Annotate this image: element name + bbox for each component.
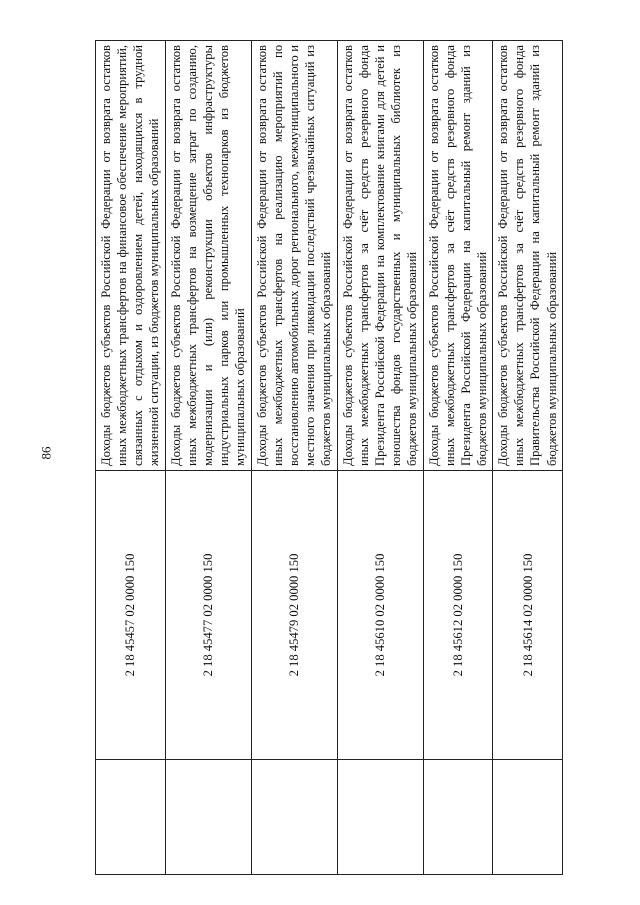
description-cell: Доходы бюджетов субъектов Российской Федерации от возврата остатков иных межбюджетных трансфертов на возмещение затрат по созданию, модернизации и (или) реконструкции объектов инфраструктуры индустриальных парков или промышленных технопарков из бюджетов муниципальных образований <box>165 41 251 471</box>
empty-cell <box>251 760 337 875</box>
code-cell: 2 18 45614 02 0000 150 <box>493 471 563 760</box>
table-row <box>337 41 423 875</box>
empty-cell <box>337 760 423 875</box>
description-cell: Доходы бюджетов субъектов Российской Федерации от возврата остатков иных межбюджетных трансфертов за счёт средств резервного фонда Президента Российской Федерации на капитальный ремонт зданий из бюджетов муниципальных образований <box>423 41 493 471</box>
empty-cell <box>96 760 166 875</box>
table-row <box>165 41 251 875</box>
description-cell: Доходы бюджетов субъектов Российской Федерации от возврата остатков иных межбюджетных трансфертов за счёт средств резервного фонда Президента Российской Федерации на комплектование книгами для детей и юношества фондов государственных и муниципальных библиотек из бюджетов муниципальных образований <box>337 41 423 471</box>
income-codes-table <box>95 40 563 875</box>
description-cell: Доходы бюджетов субъектов Российской Федерации от возврата остатков иных межбюджетных трансфертов на финансовое обеспечение мероприятий, связанных с отдыхом и оздоровлением детей, находящихся в трудной жизненной ситуации, из бюджетов муниципальных образований <box>96 41 166 471</box>
description-cell: Доходы бюджетов субъектов Российской Федерации от возврата остатков иных межбюджетных трансфертов за счёт средств резервного фонда Правительства Российской Федерации на капитальный ремонт зданий из бюджетов муниципальных образований <box>493 41 563 471</box>
code-cell: 2 18 45457 02 0000 150 <box>96 471 166 760</box>
table-row <box>251 41 337 875</box>
table-row <box>423 41 493 875</box>
code-cell: 2 18 45479 02 0000 150 <box>251 471 337 760</box>
table-row <box>96 41 166 875</box>
empty-cell <box>165 760 251 875</box>
empty-cell <box>493 760 563 875</box>
code-cell: 2 18 45610 02 0000 150 <box>337 471 423 760</box>
code-cell: 2 18 45477 02 0000 150 <box>165 471 251 760</box>
rotated-page-content <box>95 40 563 875</box>
description-cell: Доходы бюджетов субъектов Российской Федерации от возврата остатков иных межбюджетных трансфертов на реализацию мероприятий по восстановлению автомобильных дорог регионального, межмуниципального и местного значения при ликвидации последствий чрезвычайных ситуаций из бюджетов муниципальных образований <box>251 41 337 471</box>
code-cell: 2 18 45612 02 0000 150 <box>423 471 493 760</box>
table-row <box>493 41 563 875</box>
page-number: 86 <box>38 446 54 460</box>
empty-cell <box>423 760 493 875</box>
